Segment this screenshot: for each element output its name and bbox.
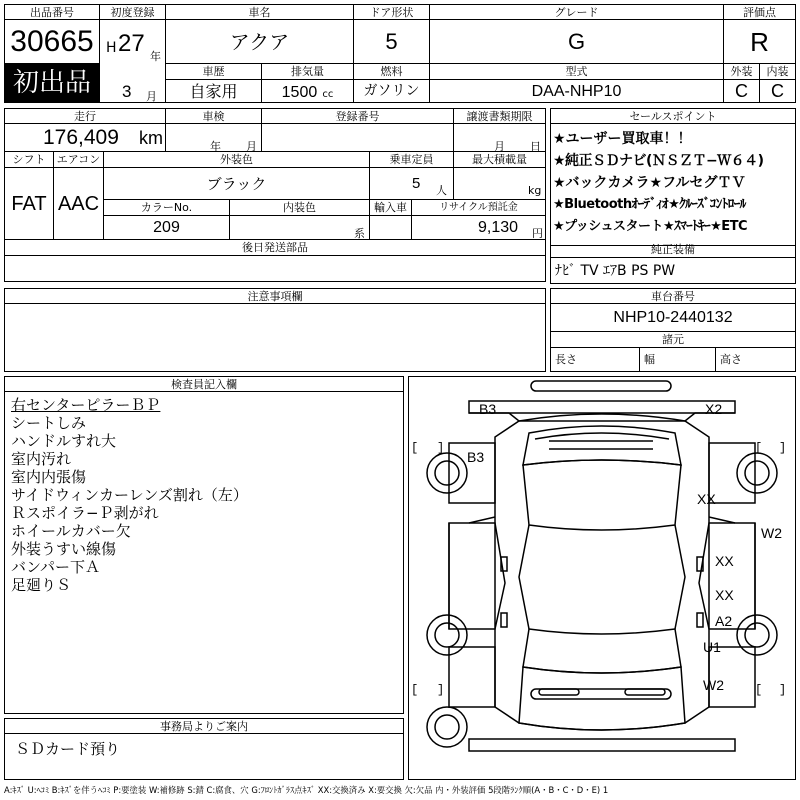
- displacement-cell: [262, 80, 354, 103]
- displacement-unit: cc: [322, 89, 334, 100]
- first-registration-year: [100, 20, 166, 64]
- later-parts-value: [4, 256, 546, 282]
- recycle-unit: 円: [532, 227, 543, 240]
- transfer-deadline-label: 譲渡書類期限: [454, 108, 546, 124]
- grade-label: グレード: [430, 4, 724, 20]
- note-line: バンパー下Ａ: [11, 558, 100, 576]
- capacity-value: 5: [412, 175, 421, 192]
- caution-label: 注意事項欄: [4, 288, 546, 304]
- damage-mark: X2: [705, 401, 723, 417]
- chassis-label: 車台番号: [550, 288, 796, 304]
- bracket-left-top-close: ]: [437, 441, 445, 455]
- max-load-cell: [454, 168, 546, 200]
- car-damage-diagram: [408, 376, 796, 780]
- first-registration-month: [100, 64, 166, 103]
- color-number-value: 209: [104, 216, 230, 240]
- damage-mark: A2: [715, 613, 733, 629]
- capacity-cell: [370, 168, 454, 200]
- mileage-cell: [4, 124, 166, 152]
- bracket-right-top: [: [755, 441, 763, 455]
- displacement-value: 1500: [281, 84, 318, 101]
- interior-color-unit: 系: [354, 227, 365, 240]
- displacement-label: 排気量: [262, 64, 354, 80]
- bracket-right-top-close: ]: [779, 441, 787, 455]
- fuel-label: 燃料: [354, 64, 430, 80]
- max-load-unit: kg: [528, 184, 542, 197]
- import-value: [370, 216, 412, 240]
- damage-mark: B3: [479, 401, 497, 417]
- ac-value: AAC: [54, 168, 104, 240]
- bracket-left-bottom-close: ]: [437, 683, 445, 697]
- max-load-label: 最大積載量: [454, 152, 546, 168]
- inspection-month-unit: 月: [246, 140, 257, 152]
- length-label: 長さ: [550, 348, 640, 372]
- interior-grade: C: [760, 80, 796, 103]
- mileage-unit: km: [139, 128, 163, 148]
- month-unit: 月: [146, 90, 157, 103]
- office-panel: [4, 718, 404, 780]
- selling-points-label: セールスポイント: [550, 108, 796, 124]
- inspector-notes: [4, 392, 404, 714]
- car-outline-icon: [409, 377, 795, 779]
- selling-points-panel: [550, 108, 796, 284]
- transfer-deadline-cell: [454, 124, 546, 152]
- year-value: 27: [118, 30, 145, 57]
- note-line: 外装うすい線傷: [11, 540, 117, 558]
- note-line: 室内内張傷: [11, 468, 87, 486]
- damage-mark: XX: [715, 553, 734, 569]
- era: H: [106, 40, 117, 56]
- fuel-value: ガソリン: [354, 80, 430, 103]
- first-listing-badge: 初出品: [4, 64, 100, 103]
- mileage-value: 176,409: [43, 126, 119, 149]
- color-number-label: カラーNo.: [104, 200, 230, 216]
- selling-point-4: ★Bluetoothｵｰﾃﾞｨｵ★ｸﾙｰｽﾞｺﾝﾄﾛｰﾙ: [553, 197, 746, 212]
- selling-point-3: ★バックカメラ★フルセグＴＶ: [553, 175, 746, 191]
- note-line: Ｒスポイラ−Ｐ剥がれ: [11, 504, 159, 522]
- office-note: ＳＤカード預り: [4, 734, 404, 780]
- score-value: R: [724, 20, 796, 64]
- door-label: ドア形状: [354, 4, 430, 20]
- chassis-panel: [550, 288, 796, 372]
- damage-mark: XX: [697, 491, 716, 507]
- model-value: DAA-NHP10: [430, 80, 724, 103]
- note-line: 足廻りＳ: [11, 576, 72, 594]
- mileage-label: 走行: [4, 108, 166, 124]
- recycle-label: リサイクル預託金: [412, 200, 546, 216]
- note-line: シートしみ: [11, 414, 87, 432]
- registration-number-label: 登録番号: [262, 108, 454, 124]
- interior-color-cell: [230, 216, 370, 240]
- detail-table: [4, 108, 546, 282]
- caution-body: [4, 304, 546, 372]
- note-line: ハンドルすれ大: [11, 432, 117, 450]
- note-line: ホイールカバー欠: [11, 522, 131, 540]
- capacity-label: 乗車定員: [370, 152, 454, 168]
- shift-label: シフト: [4, 152, 54, 168]
- equipment-label: 純正装備: [550, 242, 796, 258]
- width-label: 幅: [640, 348, 716, 372]
- car-name-label: 車名: [166, 4, 354, 20]
- grade-value: G: [430, 20, 724, 64]
- transfer-day-unit: 日: [530, 140, 541, 152]
- height-label: 高さ: [716, 348, 796, 372]
- later-parts-label: 後日発送部品: [4, 240, 546, 256]
- interior-color-label: 内装色: [230, 200, 370, 216]
- inspection-year-unit: 年: [210, 140, 221, 152]
- equipment-value: ﾅﾋﾞ TV ｴｱB PS PW: [550, 258, 796, 284]
- damage-mark: XX: [715, 587, 734, 603]
- bracket-right-bottom: [: [755, 683, 763, 697]
- bracket-right-bottom-close: ]: [779, 683, 787, 697]
- history-value: 自家用: [166, 80, 262, 103]
- legend: A:ｷｽﾞ U:ﾍｺﾐ B:ｷｽﾞを伴うﾍｺﾐ P:要塗装 W:補修跡 S:錆 C:腐食、穴 G:ﾌﾛﾝﾄｶﾞﾗｽ点ｷｽﾞ XX:交換済み X:要交換 欠:欠品 内・外装評価 5段階ﾗﾝｸ順(A・B・C・D・E) 1: [4, 785, 609, 795]
- inspector-panel: [4, 376, 404, 714]
- exterior-grade-label: 外装: [724, 64, 760, 80]
- dimensions-label: 諸元: [550, 332, 796, 348]
- interior-grade-label: 内装: [760, 64, 796, 80]
- office-label: 事務局よりご案内: [4, 718, 404, 734]
- month-value: 3: [122, 82, 132, 101]
- recycle-cell: [412, 216, 546, 240]
- caution-panel: [4, 288, 546, 372]
- year-unit: 年: [150, 50, 161, 63]
- import-label: 輸入車: [370, 200, 412, 216]
- capacity-unit: 人: [436, 184, 447, 197]
- note-line: サイドウィンカーレンズ割れ（左）: [11, 486, 248, 504]
- inspection-label: 車検: [166, 108, 262, 124]
- chassis-number: NHP10-2440132: [550, 304, 796, 332]
- score-label: 評価点: [724, 4, 796, 20]
- shift-value: FAT: [4, 168, 54, 240]
- lot-number: 30665: [4, 20, 100, 64]
- model-label: 型式: [430, 64, 724, 80]
- header-table: [4, 4, 796, 103]
- registration-number-value: [262, 124, 454, 152]
- history-label: 車歴: [166, 64, 262, 80]
- lot-number-label: 出品番号: [4, 4, 100, 20]
- selling-point-2: ★純正ＳＤナビ(ＮＳＺＴ−Ｗ６４): [553, 153, 764, 169]
- damage-mark: U1: [703, 639, 721, 655]
- ac-label: エアコン: [54, 152, 104, 168]
- selling-point-1: ★ユーザー買取車！！: [553, 131, 692, 147]
- inspection-cell: [166, 124, 262, 152]
- recycle-value: 9,130: [478, 219, 519, 236]
- note-line: 室内汚れ: [11, 450, 72, 468]
- bracket-left-top: [: [411, 441, 419, 455]
- note-line: 右センターピラーＢＰ: [11, 396, 161, 414]
- bracket-left-bottom: [: [411, 683, 419, 697]
- inspector-label: 検査員記入欄: [4, 376, 404, 392]
- exterior-color-label: 外装色: [104, 152, 370, 168]
- door-value: 5: [354, 20, 430, 64]
- exterior-grade: C: [724, 80, 760, 103]
- exterior-color-value: ブラック: [104, 168, 370, 200]
- selling-points-body: [550, 124, 796, 246]
- car-name: アクア: [166, 20, 354, 64]
- damage-mark: B3: [467, 449, 485, 465]
- damage-mark: W2: [761, 525, 782, 541]
- selling-point-5: ★プッシュスタート★ｽﾏｰﾄｷｰ★ETC: [553, 219, 748, 234]
- damage-mark: W2: [703, 677, 724, 693]
- transfer-month-unit: 月: [494, 140, 505, 152]
- first-registration-label: 初度登録: [100, 4, 166, 20]
